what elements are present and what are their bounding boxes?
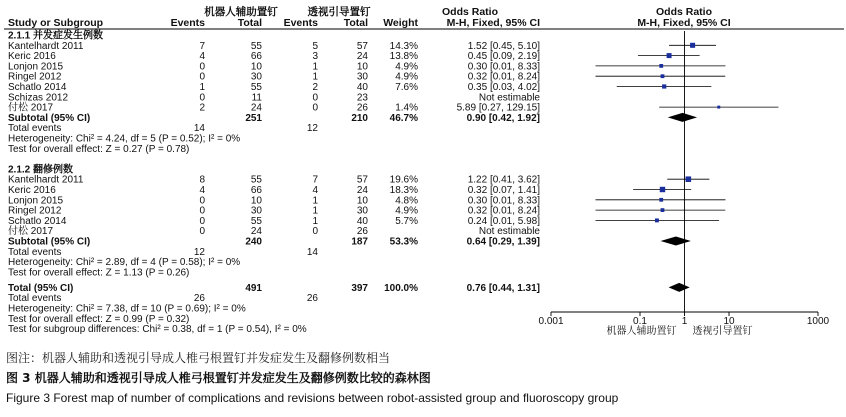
study-row-events1: 0 — [199, 205, 205, 217]
study-row-ci: Not estimable — [478, 92, 540, 104]
total-events-label: Total events — [8, 293, 62, 305]
total-diamond — [669, 283, 690, 292]
subgroup-2-subtotal-ci: 0.64 [0.29, 1.39] — [466, 236, 540, 248]
study-row-ci: 0.45 [0.09, 2.19] — [467, 51, 540, 63]
study-row-events2: 1 — [312, 195, 318, 207]
point-estimate-marker — [690, 43, 695, 48]
study-row-events1: 0 — [199, 92, 205, 104]
favours-left-label: 机器人辅助置钉 — [606, 326, 677, 337]
x-tick-label: 1 — [681, 316, 688, 327]
subgroup-1-heterogeneity: Heterogeneity: Chi² = 4.24, df = 5 (P = 0.52); I² = 0% — [8, 133, 241, 145]
x-tick-label: 1000 — [806, 316, 830, 327]
subgroup-1-total-events-label: Total events — [8, 123, 62, 135]
total-total2: 397 — [351, 282, 368, 294]
study-row-events2: 0 — [312, 226, 318, 238]
study-row-name: Lonjon 2015 — [8, 195, 64, 207]
subgroup-1-subtotal-diamond — [668, 113, 697, 122]
point-estimate-marker — [660, 187, 665, 192]
study-row-total1: 30 — [250, 205, 262, 217]
study-row-ci: 0.35 [0.03, 4.02] — [467, 82, 540, 93]
study-row-total1: 55 — [250, 215, 262, 227]
study-row-total1: 24 — [250, 102, 262, 114]
study-row-weight: 4.9% — [395, 205, 418, 217]
study-row-events1: 4 — [199, 51, 205, 63]
figure-caption — [6, 348, 840, 408]
study-row-events2: 1 — [312, 61, 318, 73]
study-row-ci: 0.32 [0.01, 8.24] — [467, 205, 540, 217]
study-row-weight: 14.3% — [389, 40, 418, 52]
study-row-events2: 1 — [312, 215, 318, 227]
x-tick-label: 0.1 — [633, 316, 647, 327]
study-row-total2: 30 — [356, 205, 368, 217]
subgroup-1-subtotal-total2: 210 — [351, 112, 368, 124]
study-row-total2: 40 — [356, 82, 368, 93]
study-row-events1: 2 — [199, 102, 205, 114]
study-row-name: Keric 2016 — [8, 185, 56, 196]
study-row-total2: 26 — [356, 226, 368, 238]
study-row-events1: 8 — [199, 174, 205, 186]
total-events1: 26 — [193, 293, 205, 305]
study-row-events2: 4 — [312, 185, 318, 196]
study-row-events2: 0 — [312, 92, 318, 104]
ci-header-right: M-H, Fixed, 95% CI — [637, 17, 731, 29]
study-row-events2: 0 — [312, 102, 318, 114]
events1-header: Events — [170, 17, 205, 29]
subgroup-2-overall-effect: Test for overall effect: Z = 1.13 (P = 0.26) — [8, 267, 190, 279]
study-row-events1: 1 — [199, 82, 205, 93]
subgroup-2-total-events-label: Total events — [8, 246, 62, 258]
study-row-weight: 4.9% — [395, 71, 418, 83]
total-overall-effect: Test for overall effect: Z = 0.99 (P = 0.32) — [8, 313, 190, 325]
study-row-total1: 66 — [250, 185, 262, 196]
point-estimate-marker — [659, 198, 663, 202]
caption-title-en: Figure 3 Forest map of number of complications and revisions between robot-assisted group and fluoroscopy group — [6, 391, 619, 405]
study-row-name: Kantelhardt 2011 — [8, 174, 84, 186]
favours-right-label: 透视引导置钉 — [692, 326, 753, 337]
study-col-header: Study or Subgroup — [8, 17, 104, 29]
point-estimate-marker — [659, 64, 663, 68]
study-row-total1: 24 — [250, 226, 262, 238]
subgroup-2-subtotal-label: Subtotal (95% CI) — [8, 236, 91, 248]
study-row-events1: 4 — [199, 185, 205, 196]
study-row-ci: 0.24 [0.01, 5.98] — [467, 215, 540, 227]
caption-note: 图注：机器人辅助和透视引导成人椎弓根置钉并发症发生及翻修例数相当 — [6, 351, 391, 365]
study-row-total2: 40 — [356, 215, 368, 227]
study-row-ci: 0.32 [0.01, 8.24] — [467, 71, 540, 83]
study-row-events1: 0 — [199, 71, 205, 83]
study-row-total1: 10 — [250, 195, 262, 207]
subgroup-1-total-events2: 12 — [306, 123, 318, 135]
study-row-weight: 13.8% — [389, 51, 418, 63]
study-row-events1: 0 — [199, 61, 205, 73]
point-estimate-marker — [686, 176, 692, 182]
caption-title-cn: 图 3 机器人辅助和透视引导成人椎弓根置钉并发症发生及翻修例数比较的森林图 — [6, 371, 431, 385]
study-row-weight: 4.8% — [395, 195, 418, 207]
study-row-total1: 55 — [250, 174, 262, 186]
study-row-total1: 10 — [250, 61, 262, 73]
study-row-ci: Not estimable — [478, 226, 540, 238]
study-row-total1: 11 — [251, 92, 262, 104]
study-row-total1: 66 — [250, 51, 262, 63]
or-header-right: Odds Ratio — [655, 6, 713, 18]
study-row-total2: 26 — [356, 102, 368, 114]
events2-header: Events — [283, 17, 318, 29]
study-row-name: Keric 2016 — [8, 51, 56, 63]
study-row-name: Kantelhardt 2011 — [8, 40, 84, 52]
subgroup-1-subtotal-ci: 0.90 [0.42, 1.92] — [466, 112, 540, 124]
subgroup-1-overall-effect: Test for overall effect: Z = 0.27 (P = 0.78) — [8, 143, 190, 155]
subgroup-2-heterogeneity: Heterogeneity: Chi² = 2.89, df = 4 (P = 0.58); I² = 0% — [8, 257, 241, 269]
subgroup-2-subtotal-diamond — [661, 237, 691, 246]
study-row-total2: 30 — [356, 71, 368, 83]
study-row-ci: 0.30 [0.01, 8.33] — [467, 61, 540, 73]
study-row-name: Ringel 2012 — [8, 71, 62, 83]
study-row-name: 付松 2017 — [8, 102, 54, 114]
subgroup-2-subtotal-weight: 53.3% — [389, 236, 418, 248]
point-estimate-marker — [662, 84, 666, 88]
study-row-events2: 1 — [312, 71, 318, 83]
study-row-ci: 1.52 [0.45, 5.10] — [467, 40, 540, 52]
study-row-ci: 0.32 [0.07, 1.41] — [467, 185, 540, 196]
study-row-total2: 23 — [356, 92, 368, 104]
study-row-total1: 55 — [250, 40, 262, 52]
total-heterogeneity: Heterogeneity: Chi² = 7.38, df = 10 (P = 0.69); I² = 0% — [8, 303, 246, 315]
study-row-total2: 57 — [356, 40, 368, 52]
subgroup-2-total-events1: 12 — [193, 246, 205, 258]
study-row-total2: 10 — [356, 61, 368, 73]
study-row-total1: 30 — [250, 71, 262, 83]
point-estimate-marker — [717, 106, 720, 109]
point-estimate-marker — [661, 74, 665, 78]
point-estimate-marker — [655, 218, 659, 222]
study-row-weight: 19.6% — [389, 174, 418, 186]
point-estimate-marker — [667, 53, 672, 58]
subgroup-2-subtotal-total1: 240 — [245, 236, 262, 248]
study-row-name: Schizas 2012 — [8, 92, 69, 104]
total-ci: 0.76 [0.44, 1.31] — [466, 282, 540, 294]
weight-header: Weight — [383, 17, 418, 29]
study-row-total2: 24 — [356, 51, 368, 63]
total2-header: Total — [343, 17, 368, 29]
study-row-name: 付松 2017 — [8, 226, 54, 238]
total1-header: Total — [237, 17, 262, 29]
subgroup-1-title: 2.1.1 并发症发生例数 — [8, 30, 104, 42]
point-estimate-marker — [661, 208, 665, 212]
x-tick-label: 10 — [723, 316, 735, 327]
total-weight: 100.0% — [384, 282, 418, 294]
subgroup-1-total-events1: 14 — [193, 123, 205, 135]
study-row-events2: 1 — [312, 205, 318, 217]
study-row-events1: 0 — [199, 215, 205, 227]
total-events2: 26 — [306, 293, 318, 305]
subgroup-difference-test: Test for subgroup differences: Chi² = 0.38, df = 1 (P = 0.54), I² = 0% — [8, 324, 307, 336]
study-row-events2: 7 — [312, 174, 318, 186]
study-row-weight: 4.9% — [395, 61, 418, 73]
study-row-name: Ringel 2012 — [8, 205, 62, 217]
subgroup-2-subtotal-total2: 187 — [351, 236, 368, 248]
study-row-events2: 3 — [312, 51, 318, 63]
total-label: Total (95% CI) — [8, 282, 74, 294]
group1-header: 机器人辅助置钉 — [204, 6, 278, 18]
study-row-events2: 5 — [312, 40, 318, 52]
subgroup-1-subtotal-label: Subtotal (95% CI) — [8, 112, 91, 124]
study-row-weight: 18.3% — [389, 185, 418, 196]
total-total1: 491 — [245, 282, 262, 294]
study-row-events1: 0 — [199, 195, 205, 207]
or-header-left: Odds Ratio — [441, 6, 499, 18]
x-tick-label: 0.001 — [538, 316, 564, 327]
subgroup-1-subtotal-total1: 251 — [245, 112, 262, 124]
study-row-events2: 2 — [312, 82, 318, 93]
study-row-ci: 5.89 [0.27, 129.15] — [456, 102, 540, 114]
study-row-weight: 1.4% — [395, 102, 418, 114]
study-row-name: Schatlo 2014 — [8, 82, 67, 93]
study-row-name: Lonjon 2015 — [8, 61, 64, 73]
study-row-weight: 5.7% — [395, 215, 418, 227]
study-row-total2: 24 — [356, 185, 368, 196]
study-row-total2: 10 — [356, 195, 368, 207]
study-row-weight: 7.6% — [395, 82, 418, 93]
group2-header: 透视引导置钉 — [307, 6, 371, 18]
ci-header-left: M-H, Fixed, 95% CI — [446, 17, 540, 29]
study-row-events1: 7 — [199, 40, 205, 52]
study-row-name: Schatlo 2014 — [8, 215, 67, 227]
study-row-events1: 0 — [199, 226, 205, 238]
subgroup-1-subtotal-weight: 46.7% — [389, 112, 418, 124]
subgroup-2-total-events2: 14 — [306, 246, 318, 258]
study-row-total1: 55 — [250, 82, 262, 93]
study-row-ci: 1.22 [0.41, 3.62] — [467, 174, 540, 186]
subgroup-2-title: 2.1.2 翻修例数 — [8, 164, 74, 176]
study-row-ci: 0.30 [0.01, 8.33] — [467, 195, 540, 207]
study-row-total2: 57 — [356, 174, 368, 186]
